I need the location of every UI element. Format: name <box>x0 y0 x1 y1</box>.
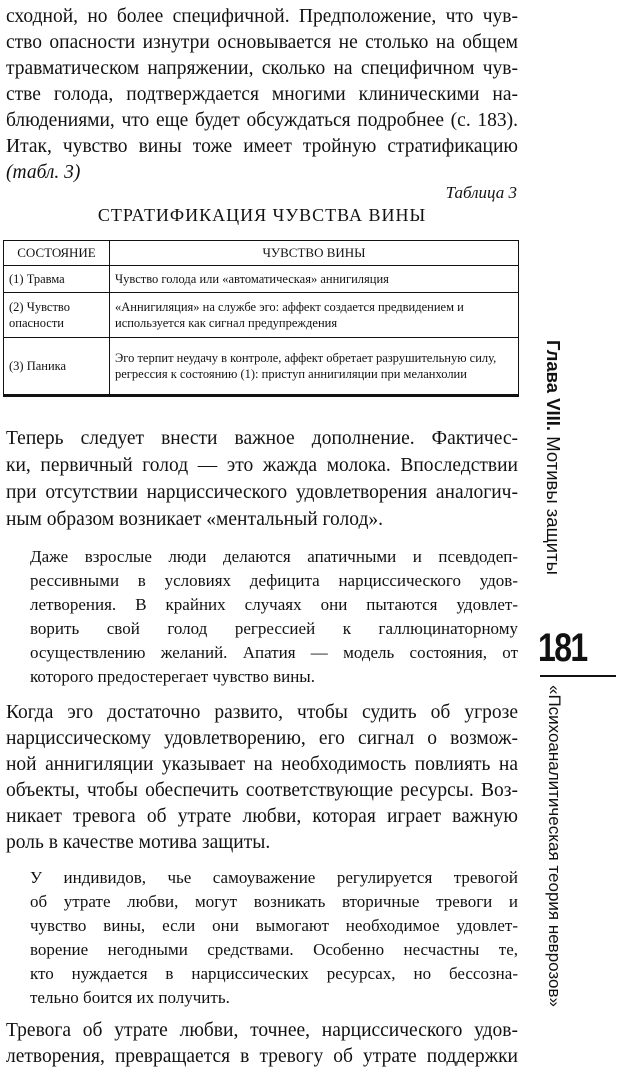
text-line: никает тревога об утрате любви, которая играет важную <box>6 806 518 827</box>
table-cell-guilt: «Аннигиляция» на службе эго: аффект создается предвидением и используется как сигнал предупреждения <box>110 293 519 338</box>
text-line: ной аннигиляции указывает на необходимость повлиять на <box>6 754 518 775</box>
text-line: ворить свой голод регрессией к галлюцинаторному <box>30 619 518 638</box>
text-line: Даже взрослые люди делаются апатичными и псевдодеп- <box>30 547 518 566</box>
book-title: «Психоаналитическая теория неврозов» <box>545 685 564 1007</box>
text-line: об утрате любви, могут возникать вторичные тревоги и <box>30 892 518 911</box>
table-row <box>4 266 519 293</box>
chapter-title: Мотивы защиты <box>543 436 564 575</box>
table-cell-guilt: Эго терпит неудачу в контроле, аффект обретает разрушительную силу, регрессия к состоянию (1): приступ аннигиляции при меланхолии <box>110 338 519 396</box>
table-label: Таблица 3 <box>445 183 517 202</box>
text-line: Тревога об утрате любви, точнее, нарциссического удов- <box>6 1020 518 1041</box>
page-number: 181 <box>538 626 587 670</box>
text-line: сходной, но более специфичной. Предположение, что чув- <box>6 6 518 27</box>
text-line: тельно боится их получить. <box>30 988 230 1007</box>
text-line: блюдениями, что еще будет обсуждаться подробнее (с. 183). <box>6 110 518 131</box>
table-header-state: СОСТОЯНИЕ <box>4 241 110 266</box>
text-line: стве голода, подтверждается многими клиническими на- <box>6 84 518 105</box>
text-line: летворения, превращается в тревогу об утрате поддержки <box>6 1046 518 1067</box>
text-line: объекты, чтобы обеспечить соответствующие ресурсы. Воз- <box>6 780 518 801</box>
text-line: которого предостерегает чувство вины. <box>30 667 315 686</box>
text-line: ство опасности изнутри основывается не столько на общем <box>6 32 518 53</box>
text-line: ворение негодными средствами. Особенно несчастны те, <box>30 940 518 959</box>
text-line: ным образом возникает «ментальный голод». <box>6 509 384 530</box>
text-line: Итак, чувство вины тоже имеет тройную стратификацию <box>6 136 518 157</box>
table-cell-state: (2) Чувство опасности <box>4 293 110 338</box>
table-header-row <box>4 241 519 266</box>
text-line: ки, первичный голод — это жажда молока. Впоследствии <box>6 455 518 476</box>
table-cell-state: (1) Травма <box>4 266 110 293</box>
text-line: кто нуждается в нарциссических ресурсах, но бессозна- <box>30 964 518 983</box>
text-line: Когда эго достаточно развито, чтобы судить об угрозе <box>6 702 518 723</box>
text-line: (табл. 3) <box>6 162 81 183</box>
table-title: СТРАТИФИКАЦИЯ ЧУВСТВА ВИНЫ <box>97 205 427 225</box>
table-row <box>4 338 519 396</box>
text-line: летворения. В крайних случаях они пытаются удовлет- <box>30 595 518 614</box>
text-line: У индивидов, чье самоуважение регулируется тревогой <box>30 868 518 887</box>
text-line: роль в качестве мотива защиты. <box>6 832 271 853</box>
chapter-number: Глава VIII. <box>543 340 564 432</box>
text-line: при отсутствии нарциссического удовлетворения аналогич- <box>6 482 518 503</box>
text-line: нарциссическому удовлетворению, его сигнал о возмож- <box>6 728 518 749</box>
text-line: рессивными в условиях дефицита нарциссического удов- <box>30 571 518 590</box>
text-line: травматическом напряжении, сколько на специфичном чув- <box>6 58 518 79</box>
table-cell-state: (3) Паника <box>4 338 110 396</box>
table-row <box>4 293 519 338</box>
table-cell-guilt: Чувство голода или «автоматическая» аннигиляция <box>110 266 519 293</box>
stratification-table <box>3 240 519 397</box>
text-line: чувство вины, если они вымогают необходимое удовлет- <box>30 916 518 935</box>
table-header-guilt: ЧУВСТВО ВИНЫ <box>110 241 519 266</box>
book-title-sidebar <box>540 340 570 1007</box>
text-line: осуществлению желаний. Апатия — модель состояния, от <box>30 643 518 662</box>
text-line: Теперь следует внести важное дополнение. Фактичес- <box>6 428 518 449</box>
